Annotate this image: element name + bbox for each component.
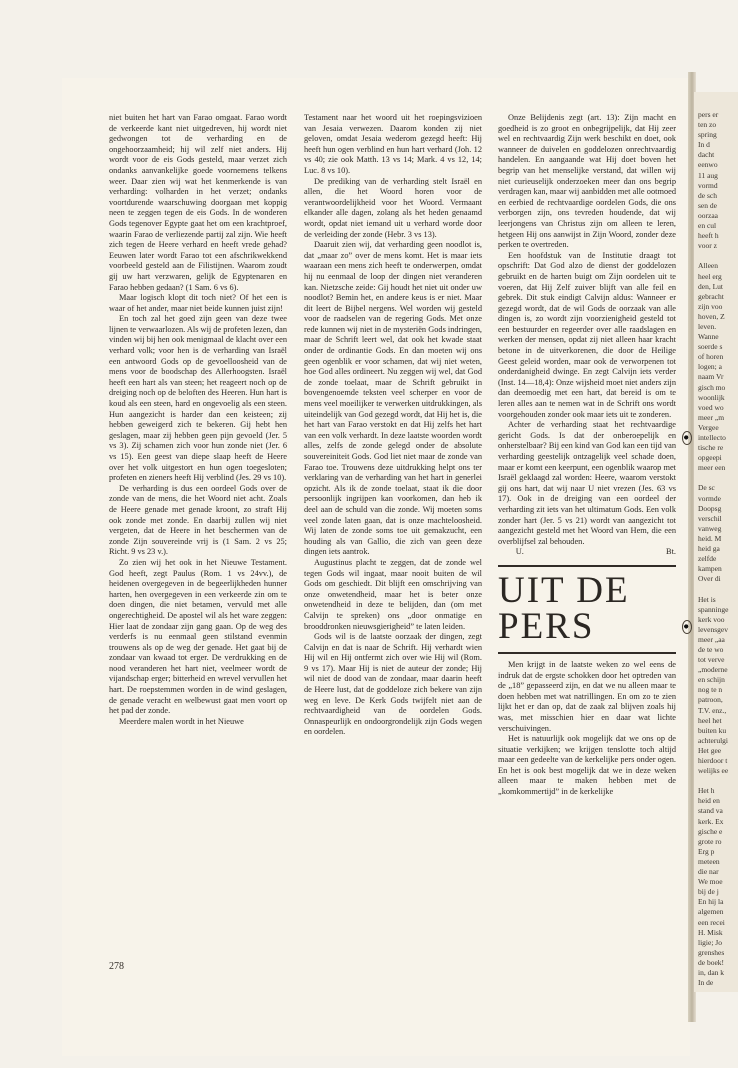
- signature-right: Bt.: [666, 547, 676, 557]
- left-column-paragraph: niet buiten het hart van Farao omgaat. Farao wordt de verkeerde kant niet uitgedreven, hij wordt niet gedwongen tot de verharding en de ongehoorzaamheid; hij wil zelf niet anders. Hij wordt voor de eis Gods gesteld, maar verzet zich ondanks aanvankelijke goede voornemens telkens weer. Daar zien wij wat het kenmerkende is van verharding: volharden in het verzet; ondanks voortdurende waarschuwing doorgaan met koppig neen te zeggen tegen de eis Gods. In de wonderen Gods tegenover Egypte gaat het om een krachtproef, waarin Farao de verliezende partij zal zijn. Wie heeft zich tegen de Heere verhard en heeft vrede gehad? Eeuwen later wordt Farao tot een afschrikwekkend voorbeeld gesteld aan de Filistijnen. Waarom zoudt gij uw hart verzwaren, gelijk de Egyptenaren en Farao hebben gedaan? (1 Sam. 6 vs 6).: [109, 113, 287, 292]
- middle-column-paragraph: Gods wil is de laatste oorzaak der dingen, zegt Calvijn en dat is naar de Schrift. Hij verhardt wien Hij wil en Hij ontfermt zich over wie Hij wil (Rom. 9 vs 17). Maar Hij is niet de auteur der zonde; Hij wil niet de dood van de zondaar, maar daarin heeft de Heere lust, dat de goddeloze zich bekere van zijn weg en leve. De Kerk Gods twijfelt niet aan de rechtvaardigheid van de oordelen Gods. Onnaspeurlijk en ondoorgrondelijk zijn Gods wegen en oordelen.: [304, 632, 482, 737]
- right-column-paragraph: Men krijgt in de laatste weken zo wel eens de indruk dat de ergste schokken door het optreden van de „18” gepasseerd zijn, en dat we nu alleen maar te doen hebben met wat natrillingen. En om zo te zien lijkt het er dan op, dat de zaak zal blijven zoals hij was, met misschien hier en daar wat lichte verschuivingen.: [498, 659, 676, 733]
- right-column-paragraph: Achter de verharding staat het rechtvaardige gericht Gods. Is dat der onberoepelijk en onherstelbaar? Bij een kind van God kan een tijd van verharding geestelijk ontzagelijk veel schade doen, maar er komt een keerpunt, een ogenblik waarop met Israël geklaagd zal worden: Heere, waarom verstokt gij ons hart, dat wij naar U niet vrezen (Jes. 63 vs 17). Ook in de dreiging van een oordeel der verharding zit iets van het ultimatum Gods. Een volk zonder hart (Jer. 5 vs 21) wordt van aangezicht tot aangezicht gesteld met het Woord van Hem, die een overblijfsel zal behouden.: [498, 420, 676, 546]
- left-column-paragraph: En toch zal het goed zijn geen van deze twee lijnen te verwaarlozen. Als wij de profeten lezen, dan vinden wij bij hen ook menigmaal de klacht over een verhard volk; voor hen is de verharding van Israël een antwoord Gods op de gevoelloosheid van de mens voor de boodschap des Allerhoogsten. Israël heeft een hart als van steen; het reageert noch op de dreiging noch op de beloften des Heeren. Hun hart is koud als een steen, hard en ongevoelig als een steen. Hun aangezicht is harder dan een keisteen; zij hebben geweigerd zich te bekeren. Gij hebt hen geslagen, maar zij hebben geen pijn gevoeld (Jer. 5 vs 3). Zij schamen zich voor hun zonde niet (Jer. 6 vs 15). Een geest van diepe slaap heeft de Heere over het volk uitgestort en hun ogen toegesloten; profeten en zieners heeft Hij verblind (Jes. 29 vs 10).: [109, 314, 287, 483]
- right-text-column: [498, 113, 676, 798]
- page-number: 278: [109, 961, 124, 972]
- right-column-paragraph: Het is natuurlijk ook mogelijk dat we ons op de situatie verkijken; we krijgen tenslotte toch altijd maar een gedeelte van de kerkelijke pers onder ogen. En het is ook best mogelijk dat we in deze weken alleen maar te maken hebben met de „komkommertijd” in de kerkelijke: [498, 734, 676, 797]
- middle-column-paragraph: Daaruit zien wij, dat verharding geen noodlot is, dat „maar zo” over de mens komt. Het is maar iets waaraan een mens zich heeft te onderwerpen, omdat hij nu eenmaal de loop der dingen niet veranderen kan. Nietzsche zeide: Gij houdt het niet uit onder uw noodlot? Bemin het, en andere keus is er niet. Maar dit leert de Bijbel nergens. Wel worden wij gesteld voor de raadselen van de regering Gods. Met onze rede kunnen wij niet in de mysteriën Gods indringen, maar de Schrift leert wel, dat ook het kwade staat onder de ordinantie Gods. En dan moeten wij ons geen ogenblik er voor schamen, dat wij niet weten, hoe God alles ordineert. Nu zeggen wij wel, dat God de zonde toelaat, maar de Schrift gebruikt in bovengenoemde teksten veel scherper en voor de mens veel moeilijker te verwerken uitdrukkingen, als uiteindelijk van God gezegd wordt, dat Hij het is, die het hart van Farao verstokt en dat Hij zelfs het hart van een volk verhardt. In deze laatste woorden wordt alles, zelfs de zonde gelegd onder de absolute souvereiniteit Gods. God liet niet maar de zonde van Farao toe. Trouwens deze uitdrukking helpt ons ter verklaring van de verharding van het hart in generlei opzicht. Als ik de zonde toelaat, staat ik die door persoonlijk ingrijpen kan voorkomen, dan heb ik deel aan de schuld van die zonde. Wij moeten soms veel zonde laten gaan, dat is onze machteloosheid. Wij laten de zonde soms toe uit gemakzucht, een houding als van Gallio, die zich van geen deze dingen iets aantrok.: [304, 240, 482, 557]
- right-column-paragraph: Onze Belijdenis zegt (art. 13): Zijn macht en goedheid is zo groot en onbegrijpelijk, dat Hij zeer wel en rechtvaardig Zijn werk beschikt en doet, ook wanneer de duivelen en goddelozen onrechtvaardig handelen. En aangaande wat Hij doet boven het begrip van het menselijke verstand, dat willen wij niet curieuselijk onderzoeken meer dan ons begrip verdragen kan, maar wij aanbidden met alle ootmoed en eerbied de rechtvaardige oordelen Gods, die ons verborgen zijn, ons tevreden houdende, dat wij leerjongens van Christus zijn om alleen te leren, hetgeen Hij ons aanwijst in Zijn Woord, zonder deze perken te overtreden.: [498, 113, 676, 250]
- left-column-paragraph: De verharding is dus een oordeel Gods over de zonde van de mens, die het Woord niet acht. Zoals de Heere genade met genade kroont, zo straft Hij ook zonde met zonde. En daarbij zullen wij niet vergeten, dat de Heere in het beschermen van de zonde Zijn souvereinde vrij is (1 Sam. 2 vs 25; Richt. 9 vs 23 v.).: [109, 483, 287, 557]
- right-page-fragment-text: pers er ten zo spring In d dacht eenwo 11 aug vormd de sch sen de oorzaa en cul heeft h voor z Alleen heel erg den, Lut gebracht zijn voo hoven, Z leven. Wanne soerde s of horen logen; a naam Vr gisch mo woonlijk voed wo meer „m Vergee intellecto tische re opgeepi meer een De sc vormde Doopsg verschil vanweg heid. M heid ga zelfde kampen Over di Het is spanninge kerk voo levensgev meer „aa de te wo tot verve „moderne en schijn nog te n patroon, T.V. enz., heel het buiten ku achterulgi Het gee hierdoor t welijks ee Het h heid en stand va kerk. Ex gische e grote ro Erg p meteen die nar We moe bij de j En hij la algemen een recei H. Misk ligie; Jo grenshes de boek! in, dan k In de: [698, 110, 729, 988]
- right-column-paragraph: Een hoofdstuk van de Institutie draagt tot opschrift: Dat God alzo de dienst der goddelozen gebruikt en de harten buigt om Zijn oordelen uit te voeren, dat Hij Zelf zuiver blijft van alle feil en gebrek. Dit stuk eindigt Calvijn aldus: Wanneer er gezegd wordt, dat de wil Gods de oorzaak van alle dingen is, zo wordt zijn voorzienigheid gesteld tot een bestuurder en regeerder over alle raadslagen en werken der mensen, opdat zij niet alleen haar kracht betone in de uitverkorenen, die door de Heilige Geest geleid worden, maar ook de verworpenen tot onderdanigheid dwinge. En zegt Calvijn iets verder (Inst. 14—18,4): Onze wijsheid moet niet anders zijn dan deemoedig met een hart, dat bereid is om te leren alles aan te nemen wat in de Schrift ons wordt voorgehouden zonder ook maar iets uit te zonderen.: [498, 250, 676, 419]
- binding-hole-icon: [682, 620, 692, 634]
- left-column-paragraph: Maar logisch klopt dit toch niet? Of het een is waar of het ander, maar niet beide kunnen juist zijn!: [109, 293, 287, 313]
- signature-left: U.: [515, 547, 524, 557]
- section-divider: [498, 565, 676, 567]
- middle-column-paragraph: Augustinus placht te zeggen, dat de zonde wel tegen Gods wil ingaat, maar nooit buiten de wil Gods om geschiedt. Dit blijft een omschrijving van onze onwetendheid, maar het is beter onze onwetendheid in deze te belijden, dan (om met Calvijn te spreken) ons „door onmatige en brooddronken nieuwsgierigheid” te laten leiden.: [304, 557, 482, 631]
- left-column-paragraph: Zo zien wij het ook in het Nieuwe Testament. God heeft, zegt Paulus (Rom. 1 vs 24vv.), de heidenen overgegeven in de begeerlijkheden hunner harten, hen overgegeven in een verkeerde zin om te doen dingen, die niet betamen, vervuld met alle ongerechtigheid. De apostel wil als het ware zeggen: Hier laat de zondaar zijn gang gaan. Op de weg des verderfs is nu eenmaal geen stilstand evenmin trouwens als op de weg der genade. Het gaat bij de zondaar van kwaad tot erger. De verdrukking en de nood veranderen het hart niet, veelmeer wordt de vijandschap erger; bitterheid en wrevel vervullen het hart. De roepstemmen worden in de wind geslagen, de genade veracht en welbewust gaat men voort op het pad der zonde.: [109, 557, 287, 716]
- article-signature: [498, 547, 676, 558]
- binding-hole-icon: [682, 431, 692, 445]
- section-title: UIT DE PERS: [498, 569, 630, 647]
- right-page-fragment: [694, 92, 738, 992]
- section-divider: [498, 652, 676, 654]
- middle-text-column: [304, 113, 482, 738]
- middle-column-paragraph: De prediking van de verharding stelt Israël en allen, die het Woord horen voor de verantwoordelijkheid voor het Woord. Vermaant elkander alle dagen, zolang als het heden genaamd wordt, opdat niet iemand uit u verhard worde door de verleiding der zonde (Hebr. 3 vs 13).: [304, 176, 482, 239]
- left-text-column: [109, 113, 287, 727]
- left-column-paragraph: Meerdere malen wordt in het Nieuwe: [119, 716, 244, 726]
- middle-column-paragraph: Testament naar het woord uit het roepingsvizioen van Jesaia verwezen. Daarom konden zij niet geloven, omdat Jesaia wederom gezegd heeft: Hij heeft hun ogen verblind en hun hart verhard (Joh. 12 vs 40; zie ook Matth. 13 vs 14; Mark. 4 vs 12, 14; Luc. 8 vs 10).: [304, 113, 482, 175]
